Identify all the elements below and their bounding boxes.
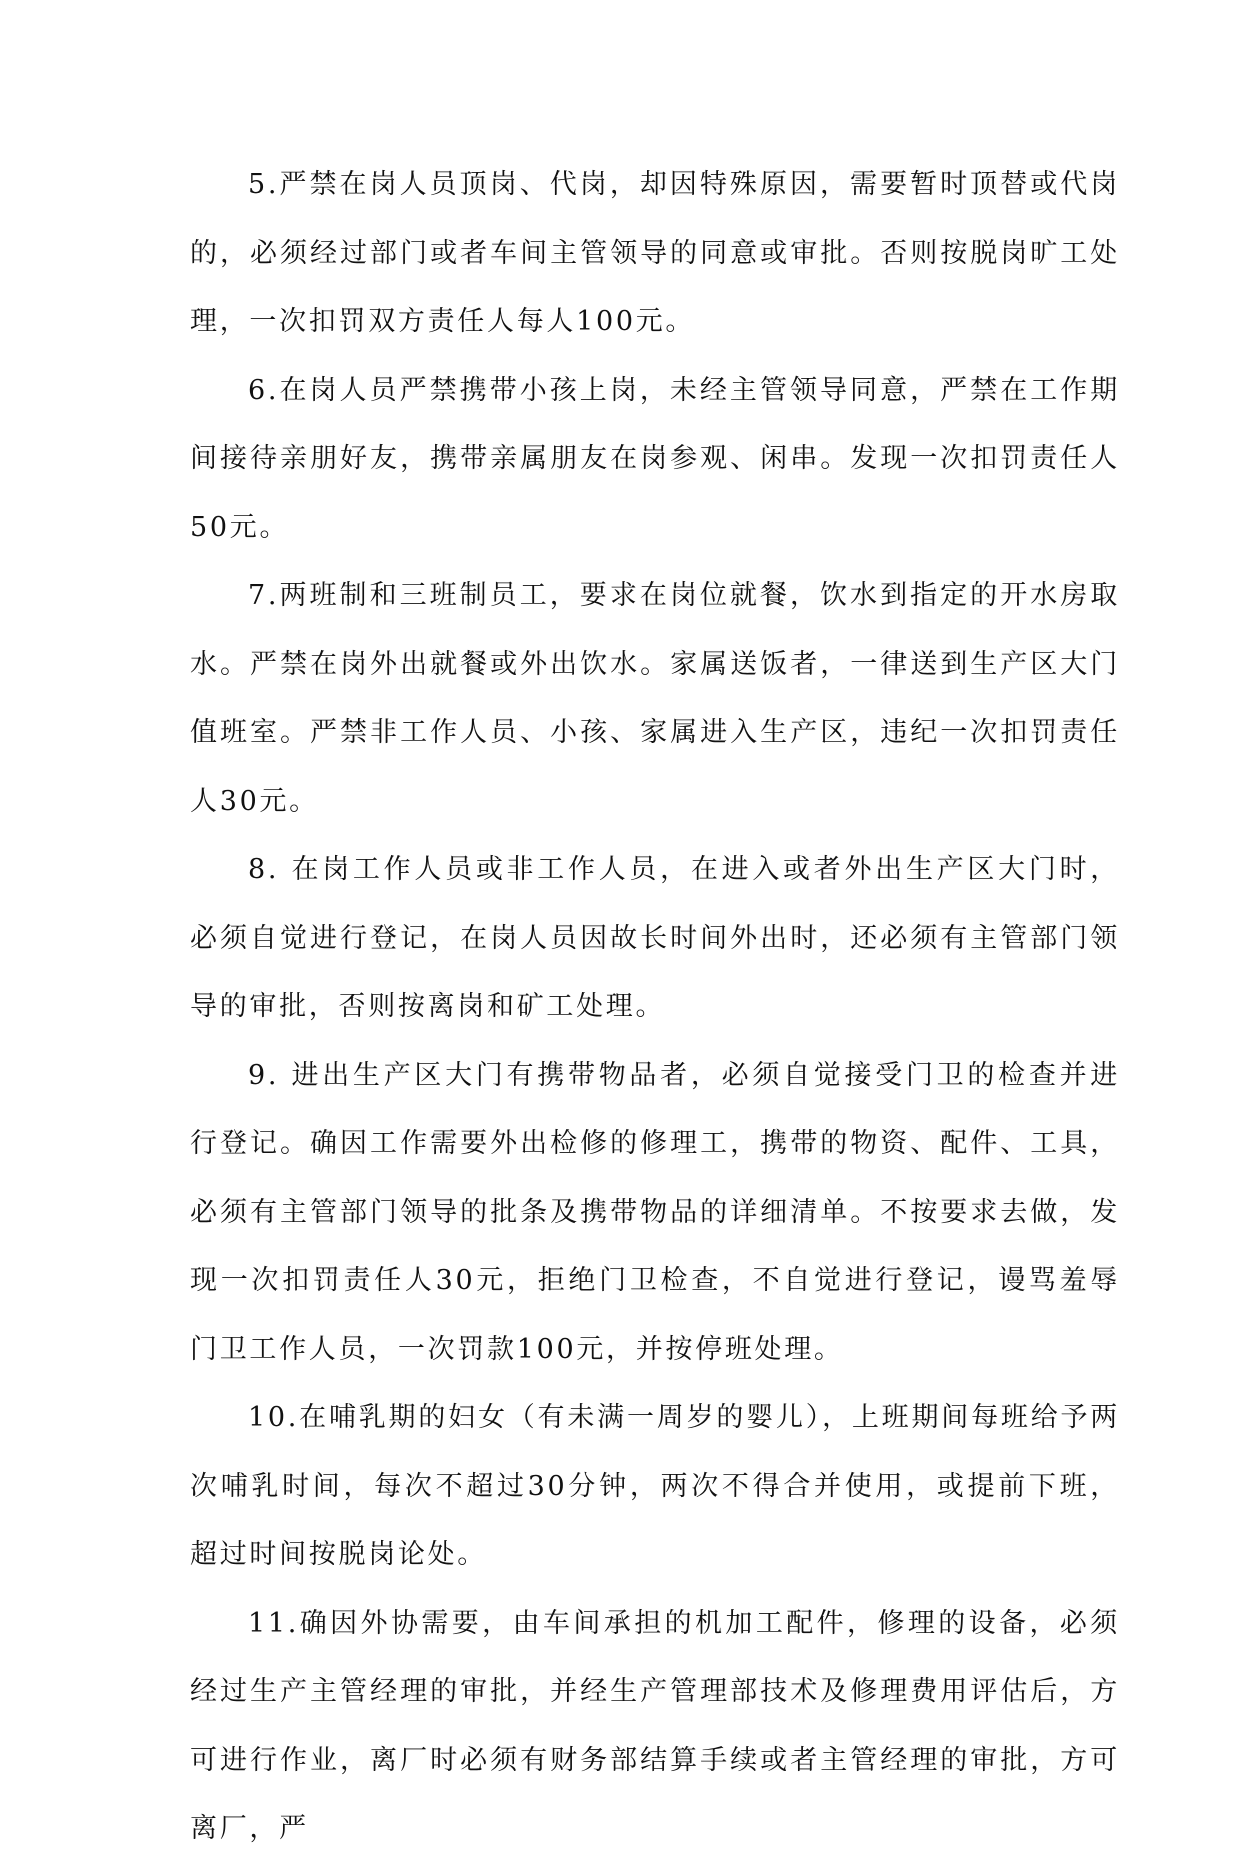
paragraph-rule-8: 8. 在岗工作人员或非工作人员，在进入或者外出生产区大门时，必须自觉进行登记，在岗人员因故长时间外出时，还必须有主管部门领导的审批，否则按离岗和矿工处理。 [190, 854, 1120, 1022]
document-body [190, 151, 1120, 1864]
paragraph-rule-5: 5.严禁在岗人员顶岗、代岗，却因特殊原因，需要暂时顶替或代岗的，必须经过部门或者车间主管领导的同意或审批。否则按脱岗旷工处理，一次扣罚双方责任人每人100元。 [190, 169, 1120, 337]
paragraph-rule-9: 9. 进出生产区大门有携带物品者，必须自觉接受门卫的检查并进行登记。确因工作需要外出检修的修理工，携带的物资、配件、工具，必须有主管部门领导的批条及携带物品的详细清单。不按要求去做，发现一次扣罚责任人30元，拒绝门卫检查，不自觉进行登记，谩骂羞辱门卫工作人员，一次罚款100元，并按停班处理。 [190, 1059, 1120, 1365]
paragraph-rule-7: 7.两班制和三班制员工，要求在岗位就餐，饮水到指定的开水房取水。严禁在岗外出就餐或外出饮水。家属送饭者，一律送到生产区大门值班室。严禁非工作人员、小孩、家属进入生产区，违纪一次扣罚责任人30元。 [190, 580, 1120, 817]
paragraph-rule-6: 6.在岗人员严禁携带小孩上岗，未经主管领导同意，严禁在工作期间接待亲朋好友，携带亲属朋友在岗参观、闲串。发现一次扣罚责任人50元。 [190, 374, 1120, 543]
paragraph-rule-11: 11.确因外协需要，由车间承担的机加工配件，修理的设备，必须经过生产主管经理的审批，并经生产管理部技术及修理费用评估后，方可进行作业，离厂时必须有财务部结算手续或者主管经理的审批，方可离厂，严 [190, 1607, 1120, 1844]
paragraph-rule-10: 10.在哺乳期的妇女（有未满一周岁的婴儿），上班期间每班给予两次哺乳时间，每次不超过30分钟，两次不得合并使用，或提前下班，超过时间按脱岗论处。 [190, 1402, 1120, 1570]
